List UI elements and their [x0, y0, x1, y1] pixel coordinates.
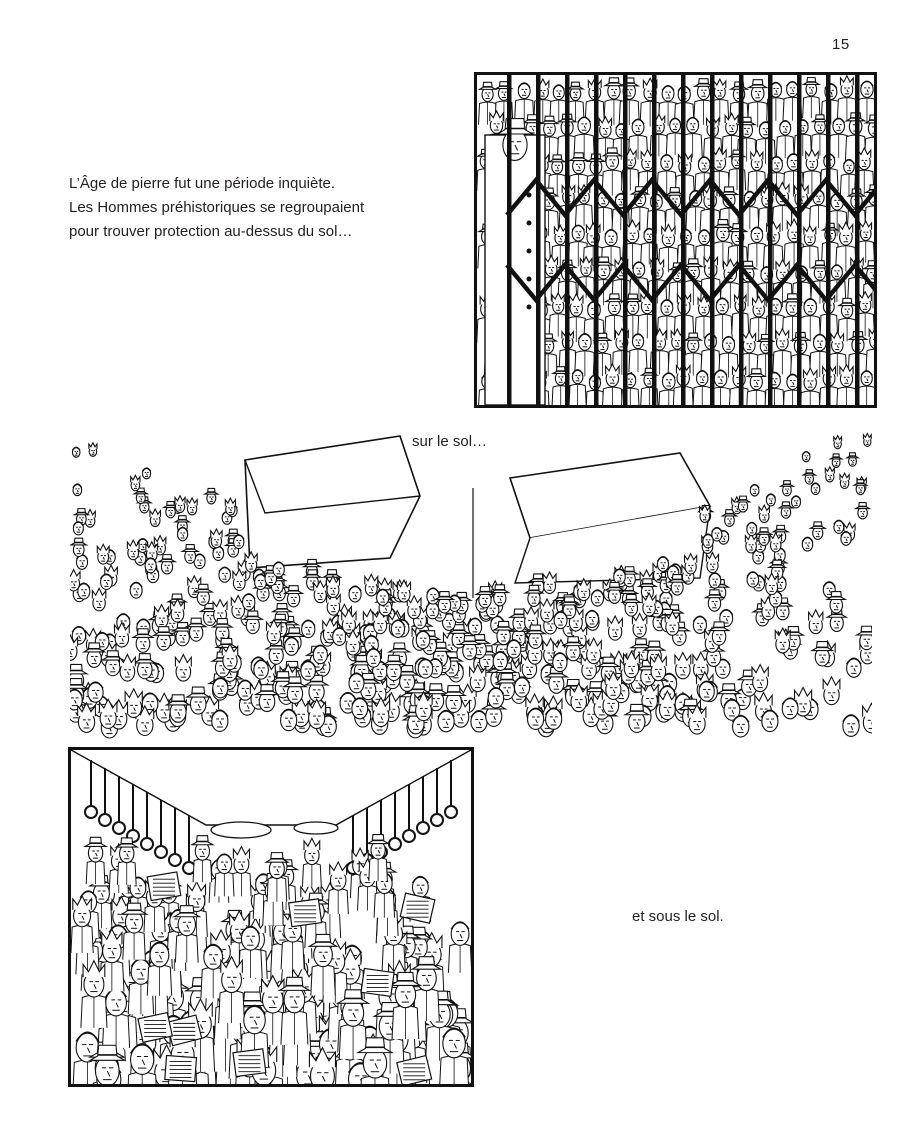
caption-top [69, 172, 449, 244]
newspaper [233, 1049, 266, 1077]
crowd-figure [73, 522, 83, 535]
crowd-figure [698, 157, 710, 172]
crowd-figure [830, 454, 841, 467]
crowd-figure [752, 665, 768, 692]
crowd-figure [285, 637, 299, 655]
gate-bar [739, 75, 744, 405]
crowd-figure [150, 942, 169, 967]
crowd-figure [412, 877, 428, 898]
crowd-figure [488, 688, 503, 708]
crowd-figure [779, 502, 793, 518]
crowd-figure [281, 709, 297, 730]
crowd-figure [233, 847, 249, 874]
gate-bar [623, 75, 628, 405]
crowd-figure [750, 485, 759, 496]
crowd-figure [661, 300, 673, 316]
crowd-figure [119, 655, 135, 682]
crowd-figure [219, 567, 230, 582]
crowd-figure [349, 586, 361, 602]
crowd-figure [586, 611, 599, 628]
crowd-figure [438, 710, 454, 731]
crowd-figure [714, 79, 726, 99]
gate-bar [710, 75, 715, 405]
caption-bottom: et sous le sol. [632, 908, 724, 925]
crowd-figure [70, 570, 80, 591]
crowd-figure [856, 503, 870, 519]
crowd-figure [349, 673, 364, 693]
crowd-figure [243, 594, 255, 610]
crowd-figure [130, 582, 142, 598]
gate-bar [797, 75, 802, 405]
crowd-figure [657, 557, 668, 572]
crowd-figure [70, 689, 82, 709]
crowd-figure [92, 588, 105, 610]
crowd-figure [809, 610, 823, 634]
crowd-figure [663, 373, 676, 390]
crowd-figure [192, 836, 213, 861]
crowd-figure [804, 299, 817, 316]
crowd-figure [712, 528, 722, 541]
caption-line: L’Âge de pierre fut une période inquiète. [69, 175, 336, 192]
crowd-figure [781, 481, 794, 496]
page-number: 15 [832, 36, 850, 53]
crowd-figure [802, 452, 810, 462]
crowd-figure [863, 433, 871, 446]
crowd-figure [89, 443, 97, 457]
crowd-figure [101, 574, 113, 589]
crowd-figure [857, 626, 872, 649]
crowd-figure [352, 698, 368, 719]
crowd-figure [241, 926, 259, 950]
crowd-figure [751, 227, 763, 242]
crowd-figure [762, 710, 778, 731]
crowd-figure [187, 498, 197, 515]
crowd-figure [716, 298, 728, 314]
crowd-figure [747, 522, 757, 535]
crowd-figure [749, 80, 767, 102]
crowd-figure [518, 83, 530, 99]
subway-illustration [71, 750, 471, 1084]
gate-bar [768, 75, 773, 405]
gate-bar [565, 75, 570, 405]
gate-bar [681, 75, 686, 405]
crowd-figure [407, 596, 421, 619]
crowd-figure [418, 659, 432, 678]
crowd-figure [572, 370, 583, 384]
crowd-figure [471, 711, 487, 732]
crowd-figure [85, 837, 106, 862]
caption-line: pour trouver protection au-dessus du sol… [69, 223, 353, 240]
newspaper [289, 899, 322, 927]
crowd-figure [605, 230, 617, 246]
crowd-figure [733, 715, 749, 737]
gate-bar [855, 75, 860, 405]
crowd-figure [699, 681, 714, 701]
panel-elevator-crowd [474, 72, 877, 408]
crowd-figure [427, 588, 439, 604]
crowd-figure [480, 82, 496, 101]
gate-bar [536, 75, 541, 405]
crowd-figure [553, 85, 564, 100]
newspaper [361, 968, 394, 996]
crowd-figure [131, 475, 140, 491]
crowd-figure [133, 629, 153, 653]
crowd-figure [273, 562, 284, 577]
crowd-figure [106, 989, 127, 1016]
crowd-figure [782, 698, 798, 719]
crowd-figure [131, 1044, 154, 1075]
street-illustration [70, 408, 872, 748]
crowd-figure [72, 447, 79, 457]
crowd-figure [255, 574, 267, 589]
crowd-figure [834, 520, 844, 533]
gate-bar [826, 75, 831, 405]
crowd-figure [670, 118, 681, 132]
crowd-figure [840, 473, 849, 488]
crowd-figure [528, 708, 544, 729]
crowd-figure [695, 79, 713, 100]
crowd-figure [254, 660, 269, 679]
panel-subway-crowd [68, 747, 474, 1087]
crowd-figure [577, 579, 590, 601]
crowd-figure [699, 230, 710, 245]
crowd-figure [811, 483, 820, 494]
crowd-figure [804, 78, 819, 96]
crowd-figure [787, 374, 799, 389]
crowd-figure [365, 574, 378, 596]
crowd-figure [831, 265, 842, 279]
crowd-figure [632, 119, 644, 135]
crowd-figure [145, 558, 156, 573]
crowd-figure [213, 678, 228, 698]
crowd-figure [225, 498, 235, 515]
crowd-figure [706, 552, 718, 572]
crowd-figure [847, 453, 858, 466]
crowd-figure [709, 573, 721, 588]
crowd-figure [791, 496, 800, 508]
gate-bar [594, 75, 599, 405]
crowd-figure [330, 862, 347, 890]
crowd-figure [861, 81, 873, 97]
crowd-figure [687, 117, 699, 133]
crowd-figure [759, 505, 769, 522]
crowd-figure [861, 371, 872, 386]
crowd-figure [747, 572, 759, 587]
crowd-figure [366, 649, 380, 668]
crowd-figure [468, 618, 481, 635]
crowd-figure [840, 76, 853, 97]
crowd-figure [847, 658, 861, 677]
crowd-figure [285, 586, 303, 607]
newspaper [165, 1055, 197, 1081]
panel-street-crowd [70, 408, 872, 748]
crowd-figure [540, 599, 554, 622]
crowd-figure [745, 534, 756, 553]
crowd-figure [803, 470, 815, 484]
crowd-figure [723, 337, 735, 353]
newspaper [147, 872, 181, 901]
crowd-figure [780, 121, 791, 135]
crowd-figure [675, 652, 691, 678]
crowd-figure [377, 589, 389, 605]
crowd-figure [204, 945, 223, 970]
crowd-figure [313, 645, 327, 663]
gate-bar [652, 75, 657, 405]
crowd-figure [178, 527, 188, 540]
crowd-figure [302, 620, 315, 637]
subway-ceiling [71, 750, 471, 825]
crowd-figure [662, 86, 674, 102]
crowd-figure [451, 922, 469, 945]
crowd-figure [620, 78, 638, 99]
crowd-figure [572, 225, 584, 241]
crowd-figure [605, 78, 623, 99]
crowd-figure [810, 522, 825, 539]
crowd-figure [608, 616, 622, 640]
crowd-figure [766, 494, 775, 506]
crowd-figure [234, 535, 244, 549]
crowd-figure [802, 537, 812, 551]
caption-line: Les Hommes préhistoriques se regroupaient [69, 199, 365, 216]
crowd-figure [514, 677, 529, 697]
gate-bar [507, 75, 512, 405]
kiosk-left [245, 436, 420, 568]
crowd-figure [787, 82, 798, 97]
crowd-figure [304, 838, 320, 864]
crowd-figure [217, 854, 232, 873]
crowd-figure [150, 509, 161, 527]
crowd-figure [175, 496, 185, 513]
crowd-figure [833, 118, 845, 133]
crowd-figure [843, 715, 859, 737]
crowd-figure [579, 334, 592, 351]
crowd-figure [823, 677, 840, 705]
crowd-figure [554, 612, 567, 629]
crowd-figure [633, 262, 645, 277]
crowd-figure [73, 484, 82, 495]
crowd-figure [714, 370, 727, 387]
crowd-figure [825, 467, 834, 482]
crowd-figure [71, 538, 86, 556]
crowd-figure [568, 82, 583, 100]
crowd-figure [591, 590, 603, 606]
crowd-figure [863, 703, 872, 733]
crowd-figure [175, 655, 191, 682]
crowd-figure [205, 488, 218, 503]
crowd-figure [391, 620, 404, 637]
crowd-figure [301, 661, 316, 680]
crowd-figure [426, 602, 439, 619]
crowd-figure [88, 682, 103, 702]
crowd-figure [834, 436, 842, 449]
crowd-figure [553, 653, 567, 672]
crowd-figure [159, 555, 175, 574]
crowd-figure [578, 117, 591, 134]
crowd-figure [211, 529, 222, 548]
crowd-figure [632, 613, 646, 637]
crowd-figure [97, 544, 109, 564]
crowd-figure [632, 334, 643, 349]
crowd-figure [443, 1028, 465, 1058]
crowd-figure [841, 532, 851, 546]
crowd-figure [142, 468, 150, 479]
crowd-figure [844, 160, 855, 174]
crowd-figure [661, 155, 673, 171]
crowd-figure [155, 605, 169, 628]
crowd-figure [212, 710, 228, 731]
crowd-figure [244, 1006, 265, 1034]
crowd-figure [697, 371, 708, 386]
crowd-figure [416, 631, 430, 649]
elevator-illustration [477, 75, 874, 405]
caption-middle: sur le sol… [412, 433, 488, 450]
crowd-figure [493, 652, 507, 671]
crowd-figure [546, 708, 562, 729]
crowd-figure [814, 334, 827, 351]
crowd-figure [507, 640, 521, 658]
